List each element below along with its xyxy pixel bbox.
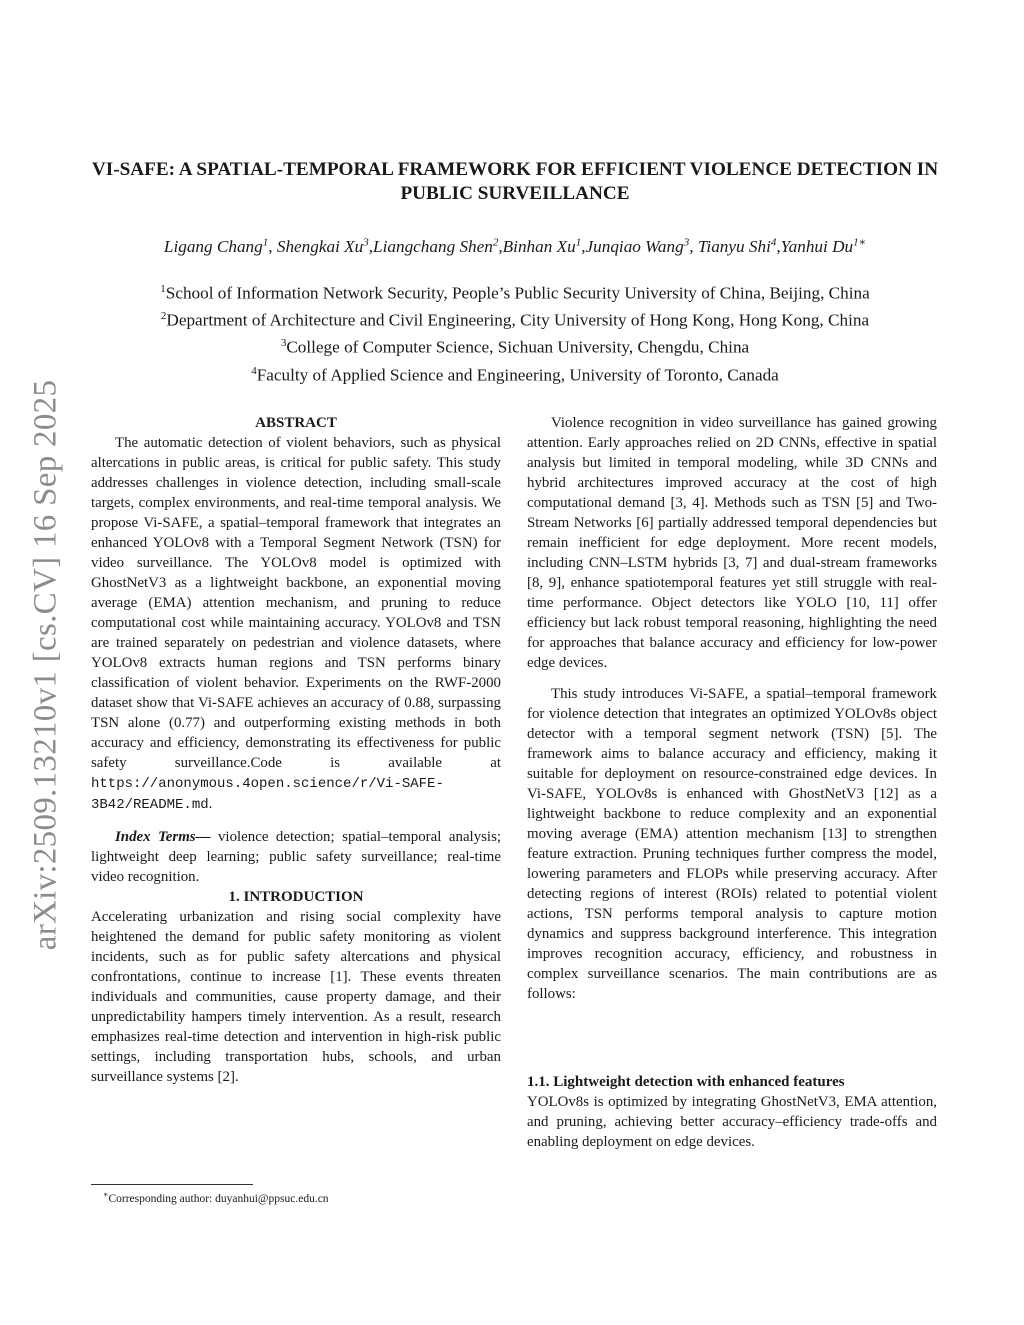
paper-title: VI-SAFE: A SPATIAL-TEMPORAL FRAMEWORK FOR EFFICIENT VIOLENCE DETECTION IN PUBLIC SURVEILLANCE <box>91 159 939 204</box>
code-link[interactable]: https://anonymous.4open.science/r/Vi-SAFE-3B42/README.md <box>91 776 444 813</box>
affiliation: $^4$Faculty of Applied Science and Engineering, University of Toronto, Canada <box>251 364 779 385</box>
subsection-heading: 1.1. Lightweight detection with enhanced features <box>527 1074 845 1090</box>
affiliation-list <box>60 278 970 387</box>
left-column <box>91 413 501 1087</box>
subsection-body: YOLOv8s is optimized by integrating GhostNetV3, EMA attention, and pruning, achieving better accuracy–efficiency trade-offs and enabling deployment on edge devices. <box>527 1094 937 1150</box>
author: Yanhui $Du^{1∗}$ <box>780 236 867 256</box>
author: Ligang Chang$^1$, <box>163 236 277 256</box>
intro-heading: 1. INTRODUCTION <box>228 889 364 905</box>
footnote: ∗Corresponding author: duyanhui@ppsuc.edu.cn <box>91 1184 501 1206</box>
abstract-heading: ABSTRACT <box>255 415 337 431</box>
intro-paragraph: Violence recognition in video surveillance has gained growing attention. Early approaches relied on 2D CNNs, effective in spatial analysis but limited in temporal modeling, while 3D CNNs and hybrid architectures improved accuracy at the cost of high computational demand [3, 4]. Methods such as TSN [5] and Two-Stream Networks [6] partially addressed temporal dependencies but remain inefficient for edge deployment. More recent models, including CNN–LSTM hybrids [3, 7] and dual-stream frameworks [8, 9], enhance spatiotemporal features yet still struggle with real-time performance. Object detectors like YOLO [10, 11] offer efficiency but lack robust temporal reasoning, highlighting the need for approaches that balance accuracy and efficiency for low-power edge devices. <box>527 415 937 671</box>
author-list <box>60 231 970 258</box>
affiliation: $^2$Department of Architecture and Civil Engineering, City University of Hong Kong, Hong Kong, China <box>160 310 870 330</box>
affiliation: $^1$School of Information Network Security, People’s Public Security University of China, Beijing, China <box>160 283 870 303</box>
intro-paragraph: Accelerating urbanization and rising social complexity have heightened the demand for public safety monitoring as violent incidents, such as for public safety altercations and physical confrontations, continue to increase [1]. These events threaten individuals and communities, cause property damage, and their unpredictability hampers timely intervention. As a result, research emphasizes real-time detection and intervention in high-risk public settings, including transportation hubs, schools, and urban surveillance systems [2]. <box>91 909 501 1085</box>
author: Tianyu Shi$^4$, <box>697 236 781 256</box>
abstract-body: The automatic detection of violent behaviors, such as physical altercations in public areas, is critical for public safety. This study addresses challenges in violence detection, including small-scale targets, complex environments, and real-time temporal analysis. We propose Vi-SAFE, a spatial–temporal framework that integrates an enhanced YOLOv8 with a Temporal Segment Network (TSN) for video surveillance. The YOLOv8 model is optimized with GhostNetV3 as a lightweight backbone, an exponential moving average (EMA) attention mechanism, and pruning to reduce computational cost while maintaining accuracy. YOLOv8 and TSN are trained separately on pedestrian and violence datasets, where YOLOv8 extracts human regions and TSN performs binary classification of violent behavior. Experiments on the RWF-2000 dataset show that Vi-SAFE achieves an accuracy of 0.88, surpassing TSN alone (0.77) and outperforming existing methods in both accuracy and efficiency, demonstrating its effectiveness for public safety surveillance.Code is available at https://anonymous.4open.science/r/Vi-SAFE-3B42/README.md. <box>91 435 501 813</box>
index-terms: Index Terms— violence detection; spatial–temporal analysis; lightweight deep learning; public safety surveillance; real-time video recognition. <box>91 829 501 885</box>
affiliation: $^3$College of Computer Science, Sichuan University, Chengdu, China <box>280 337 750 358</box>
arxiv-id: arXiv:2509.13210v1 [cs.CV] 16 Sep 2025 <box>27 379 64 951</box>
author: Shengkai Xu$^3$, <box>276 236 374 256</box>
footnote-text: Corresponding author: duyanhui@ppsuc.edu.cn <box>108 1192 329 1205</box>
intro-paragraph: This study introduces Vi-SAFE, a spatial–temporal framework for violence detection that integrates an optimized YOLOv8s object detector with a temporal segment network (TSN) [5]. The framework aims to balance accuracy and efficiency, making it suitable for deployment on resource-constrained edge devices. In Vi-SAFE, YOLOv8s is enhanced with GhostNetV3 [12] as a lightweight backbone to reduce complexity and an exponential moving average (EMA) attention mechanism [13] to strengthen feature extraction. Pruning techniques further compress the model, lowering parameters and FLOPs while preserving accuracy. After detecting regions of interest (ROIs) related to potential violent actions, TSN performs temporal analysis to capture motion dynamics and suppress background interference. This integration improves recognition accuracy, efficiency, and robustness in complex surveillance scenarios. The main contributions are as follows: <box>527 686 937 1002</box>
author: Binhan Xu$^1$, <box>502 236 586 256</box>
author: Liangchang Shen$^2$, <box>373 236 503 256</box>
author: Junqiao Wang$^3$, <box>585 236 698 256</box>
footnote-rule <box>91 1184 253 1185</box>
right-column <box>527 413 937 1152</box>
